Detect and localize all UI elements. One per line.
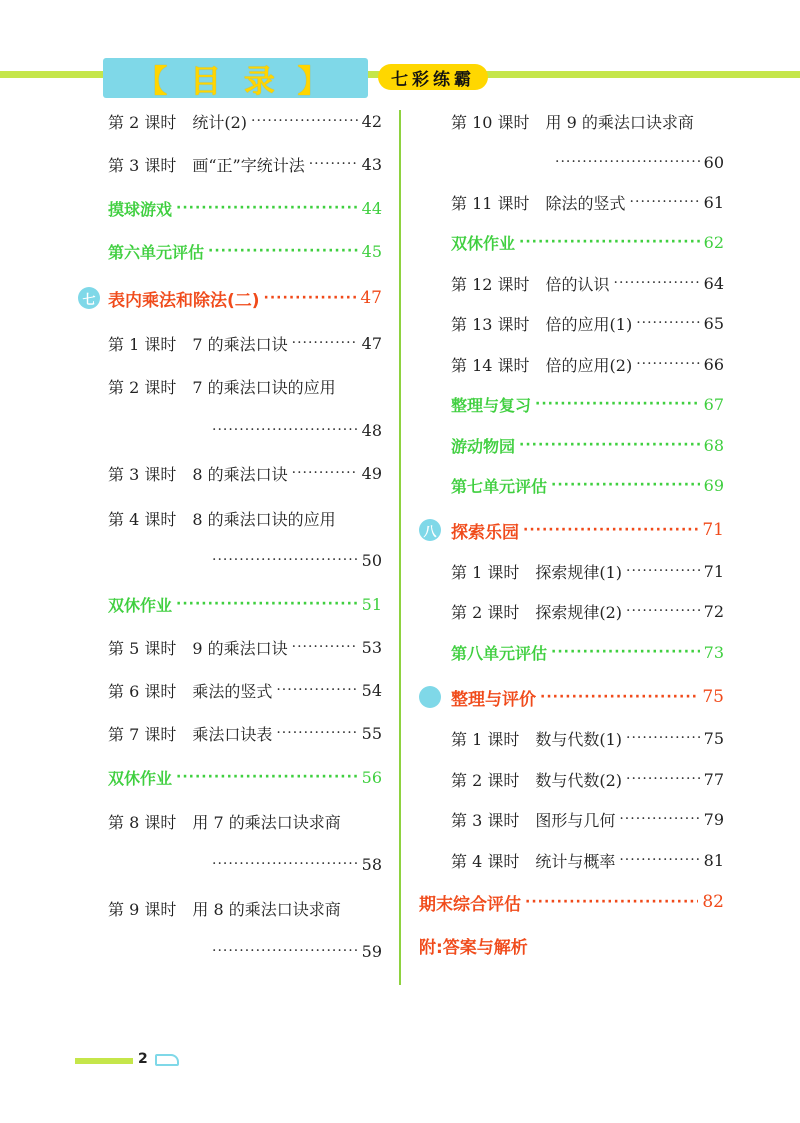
toc-page-number: 66 — [703, 354, 724, 374]
unit-number-badge: 八 — [419, 519, 441, 541]
toc-entry-label: 第 13 课时 倍的应用(1) — [451, 314, 633, 334]
toc-leader-dots — [276, 725, 357, 741]
toc-entry-label: 附:答案与解析 — [419, 937, 528, 958]
toc-leader-dots — [551, 477, 700, 493]
toc-page-number: 42 — [361, 111, 382, 131]
toc-entry — [451, 806, 724, 832]
toc-page-number: 43 — [361, 154, 382, 174]
toc-leader-dots — [630, 194, 700, 210]
toc-page-number: 71 — [703, 561, 724, 581]
toc-page-number: 56 — [361, 767, 382, 787]
toc-entry-label: 第七单元评估 — [451, 476, 548, 496]
toc-entry-label: 第 2 课时 统计(2) — [108, 112, 248, 132]
toc-leader-dots — [535, 396, 700, 412]
toc-entry-label: 第 2 课时 数与代数(2) — [451, 770, 623, 790]
column-divider — [399, 110, 401, 985]
toc-entry-label: 摸球游戏 — [108, 199, 173, 219]
toc-entry-label: 第 10 课时 用 9 的乘法口诀求商 — [451, 112, 694, 132]
toc-entry — [451, 108, 724, 134]
toc-entry-label: 双休作业 — [108, 768, 173, 788]
toc-entry — [451, 517, 724, 543]
toc-entry-label: 双休作业 — [451, 233, 516, 253]
toc-entry — [451, 639, 724, 665]
toc-page-number: 71 — [702, 520, 724, 540]
toc-leader-dots — [212, 943, 358, 959]
unit-number-badge — [419, 686, 441, 708]
toc-page-number: 60 — [703, 152, 724, 172]
toc-entry-label: 整理与评价 — [451, 689, 536, 710]
toc-leader-dots — [626, 771, 700, 787]
toc-entry-label: 第 7 课时 乘法口诀表 — [108, 724, 273, 744]
toc-leader-dots — [619, 811, 699, 827]
toc-entry — [108, 108, 382, 134]
toc-leader-dots — [540, 689, 698, 705]
toc-entry — [451, 270, 724, 296]
toc-entry-label: 游动物园 — [451, 436, 516, 456]
unit-number-badge: 七 — [78, 287, 100, 309]
toc-leader-dots — [619, 852, 699, 868]
toc-leader-dots — [264, 290, 357, 306]
toc-entry-label: 第 14 课时 倍的应用(2) — [451, 355, 633, 375]
toc-entry — [108, 720, 382, 746]
toc-page-number: 64 — [703, 273, 724, 293]
toc-leader-dots — [309, 156, 358, 172]
toc-entry-label: 第八单元评估 — [451, 643, 548, 663]
toc-entry — [451, 432, 724, 458]
toc-entry-label: 双休作业 — [108, 595, 173, 615]
toc-leader-dots — [292, 465, 358, 481]
toc-entry-label: 第 1 课时 数与代数(1) — [451, 729, 623, 749]
toc-entry — [451, 229, 724, 255]
footer-stripe — [75, 1058, 133, 1064]
toc-page-number: 67 — [703, 394, 724, 414]
toc-entry — [208, 547, 382, 573]
toc-entry — [108, 238, 382, 264]
toc-entry — [451, 472, 724, 498]
toc-title: 【 目 录 】 — [103, 58, 368, 98]
toc-leader-dots — [636, 315, 699, 331]
toc-entry — [108, 677, 382, 703]
toc-entry-label: 第 2 课时 7 的乘法口诀的应用 — [108, 377, 336, 397]
toc-entry-label: 第 4 课时 8 的乘法口诀的应用 — [108, 509, 336, 529]
toc-entry — [208, 417, 382, 443]
toc-entry-label: 第 3 课时 8 的乘法口诀 — [108, 464, 288, 484]
toc-entry — [108, 330, 382, 356]
toc-entry — [108, 895, 382, 921]
toc-leader-dots — [212, 552, 358, 568]
toc-leader-dots — [525, 894, 698, 910]
toc-page-number: 58 — [361, 854, 382, 874]
toc-page-number: 81 — [703, 850, 724, 870]
toc-leader-dots — [626, 603, 700, 619]
toc-entry — [451, 558, 724, 584]
toc-page-number: 47 — [361, 333, 382, 353]
toc-entry-label: 第 3 课时 画“正”字统计法 — [108, 155, 305, 175]
toc-entry — [451, 351, 724, 377]
toc-entry-label: 第 1 课时 7 的乘法口诀 — [108, 334, 288, 354]
toc-page-number: 73 — [703, 642, 724, 662]
toc-entry-label: 第 2 课时 探索规律(2) — [451, 602, 623, 622]
toc-entry — [419, 932, 724, 958]
toc-entry — [108, 195, 382, 221]
toc-leader-dots — [176, 769, 358, 785]
toc-entry-label: 第六单元评估 — [108, 242, 205, 262]
toc-entry-label: 第 5 课时 9 的乘法口诀 — [108, 638, 288, 658]
toc-page-number: 72 — [703, 601, 724, 621]
toc-page-number: 68 — [703, 435, 724, 455]
toc-entry — [108, 505, 382, 531]
toc-entry — [108, 634, 382, 660]
toc-page-number: 69 — [703, 475, 724, 495]
toc-entry — [108, 808, 382, 834]
toc-page-number: 44 — [361, 198, 382, 218]
toc-entry-label: 第 8 课时 用 7 的乘法口诀求商 — [108, 812, 341, 832]
toc-entry-label: 第 12 课时 倍的认识 — [451, 274, 610, 294]
toc-page-number: 54 — [361, 680, 382, 700]
toc-entry-label: 探索乐园 — [451, 522, 519, 543]
toc-entry — [451, 598, 724, 624]
toc-leader-dots — [614, 275, 700, 291]
toc-entry — [108, 460, 382, 486]
toc-leader-dots — [176, 200, 358, 216]
toc-entry — [108, 764, 382, 790]
toc-entry — [551, 149, 724, 175]
toc-entry — [419, 889, 724, 915]
toc-entry-label: 第 11 课时 除法的竖式 — [451, 193, 626, 213]
toc-entry — [108, 285, 382, 311]
toc-page-number: 59 — [361, 941, 382, 961]
toc-page-number: 65 — [703, 313, 724, 333]
toc-entry — [451, 847, 724, 873]
toc-page-number: 47 — [360, 288, 382, 308]
toc-entry — [451, 725, 724, 751]
toc-entry — [108, 591, 382, 617]
toc-entry — [451, 684, 724, 710]
toc-page-number: 61 — [703, 192, 724, 212]
toc-entry-label: 第 3 课时 图形与几何 — [451, 810, 616, 830]
toc-entry-label: 第 6 课时 乘法的竖式 — [108, 681, 273, 701]
toc-entry — [451, 189, 724, 215]
toc-leader-dots — [523, 522, 698, 538]
toc-leader-dots — [636, 356, 699, 372]
toc-page-number: 75 — [702, 687, 724, 707]
toc-page-number: 51 — [361, 594, 382, 614]
toc-leader-dots — [292, 639, 358, 655]
toc-leader-dots — [519, 234, 700, 250]
page-number: 2 — [138, 1051, 148, 1067]
toc-page-number: 50 — [361, 550, 382, 570]
toc-entry — [451, 310, 724, 336]
toc-leader-dots — [551, 644, 700, 660]
toc-entry-label: 第 9 课时 用 8 的乘法口诀求商 — [108, 899, 341, 919]
toc-entry — [208, 851, 382, 877]
toc-page-number: 82 — [702, 892, 724, 912]
toc-entry-label: 期末综合评估 — [419, 894, 521, 915]
toc-page-number: 55 — [361, 723, 382, 743]
toc-page-number: 77 — [703, 769, 724, 789]
toc-entry — [208, 938, 382, 964]
toc-leader-dots — [626, 563, 700, 579]
toc-page-number: 48 — [361, 420, 382, 440]
toc-entry-label: 第 4 课时 统计与概率 — [451, 851, 616, 871]
toc-leader-dots — [251, 113, 358, 129]
footer-tab-icon — [155, 1054, 179, 1066]
toc-page-number: 49 — [361, 463, 382, 483]
toc-page-number: 79 — [703, 809, 724, 829]
toc-leader-dots — [519, 437, 700, 453]
toc-page-number: 62 — [703, 232, 724, 252]
toc-leader-dots — [176, 596, 358, 612]
toc-entry-label: 第 1 课时 探索规律(1) — [451, 562, 623, 582]
toc-page-number: 45 — [361, 241, 382, 261]
toc-leader-dots — [208, 243, 358, 259]
toc-leader-dots — [276, 682, 357, 698]
toc-entry — [451, 391, 724, 417]
toc-page-number: 53 — [361, 637, 382, 657]
toc-entry-label: 整理与复习 — [451, 395, 532, 415]
toc-leader-dots — [555, 154, 700, 170]
toc-entry-label: 表内乘法和除法(二) — [108, 290, 260, 311]
toc-entry — [451, 766, 724, 792]
toc-entry — [108, 151, 382, 177]
toc-page-number: 75 — [703, 728, 724, 748]
toc-entry — [108, 373, 382, 399]
toc-leader-dots — [212, 856, 358, 872]
toc-leader-dots — [626, 730, 700, 746]
toc-leader-dots — [212, 422, 358, 438]
brand-badge: 七彩练霸 — [378, 64, 488, 90]
toc-leader-dots — [292, 335, 358, 351]
